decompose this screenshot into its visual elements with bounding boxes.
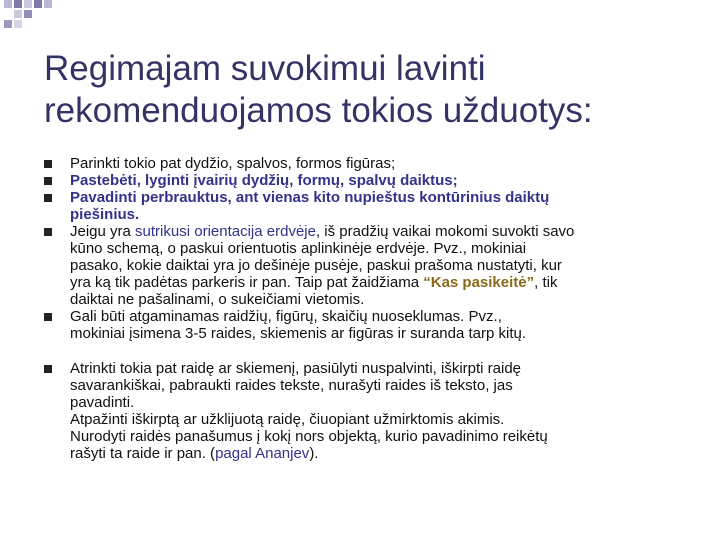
text-segment: pasako, kokie daiktai yra jo dešinėje pusėje, paskui prašoma nustatyti, kur [70, 257, 562, 274]
square-bullet-icon [44, 228, 52, 236]
highlighted-text: piešinius. [70, 206, 140, 223]
corner-square [14, 20, 22, 28]
highlighted-text: Pastebėti, lyginti įvairių dydžių, formų, spalvų daiktus; [70, 172, 458, 189]
bullet-item [42, 360, 702, 462]
bullet-text-line [70, 189, 702, 206]
bullet-text-line [70, 360, 702, 377]
bullet-item [42, 155, 702, 172]
bullet-text-line [70, 394, 702, 411]
text-segment: Atrinkti tokia pat raidę ar skiemenį, pasiūlyti nuspalvinti, iškirpti raidę [70, 360, 522, 377]
corner-decoration [0, 0, 60, 30]
bullet-list [42, 155, 702, 462]
bullet-item [42, 308, 702, 342]
highlighted-text: pagal Ananjev [215, 445, 310, 462]
corner-square [24, 10, 32, 18]
corner-square [44, 0, 52, 8]
square-bullet-icon [44, 365, 52, 373]
highlighted-text: “Kas pasikeitė” [423, 274, 535, 291]
slide-title [44, 48, 694, 132]
bullet-text-line [70, 445, 702, 462]
text-segment: Parinkti tokio pat dydžio, spalvos, formos figūras; [70, 155, 396, 172]
bullet-text-line [70, 428, 702, 445]
corner-square [14, 0, 22, 8]
bullet-text-line [70, 411, 702, 428]
slide-title-line: rekomenduojamos tokios užduotys: [44, 91, 593, 130]
text-segment: Nurodyti raidės panašumus į kokį nors objektą, kurio pavadinimo reikėtų [70, 428, 548, 445]
bullet-text-line [70, 172, 702, 189]
text-segment: Atpažinti iškirptą ar užklijuotą raidę, čiuopiant užmirktomis akimis. [70, 411, 505, 428]
text-segment: savarankiškai, pabraukti raides tekste, nurašyti raides iš teksto, jas [70, 377, 513, 394]
text-segment: Gali būti atgaminamas raidžių, figūrų, skaičių nuoseklumas. Pvz., [70, 308, 502, 325]
bullet-text-line [70, 257, 702, 274]
square-bullet-icon [44, 194, 52, 202]
bullet-text-line [70, 377, 702, 394]
bullet-text-line [70, 274, 702, 291]
text-segment: yra ką tik padėtas parkeris ir pan. Taip pat žaidžiama [70, 274, 424, 291]
bullet-text-line [70, 206, 702, 223]
highlighted-text: Pavadinti perbrauktus, ant vienas kito nupieštus kontūrinius daiktų [70, 189, 550, 206]
bullet-item [42, 223, 702, 308]
spacer [42, 342, 702, 360]
text-segment: ). [309, 445, 319, 462]
text-segment: pavadinti. [70, 394, 135, 411]
highlighted-text: sutrikusi orientacija erdvėje [135, 223, 316, 240]
bullet-item [42, 172, 702, 189]
text-segment: mokiniai įsimena 3-5 raides, skiemenis ar figūras ir suranda tarp kitų. [70, 325, 527, 342]
text-segment: kūno schemą, o paskui orientuotis aplinkinėje erdvėje. Pvz., mokiniai [70, 240, 527, 257]
square-bullet-icon [44, 160, 52, 168]
bullet-text-line [70, 291, 702, 308]
corner-square [24, 0, 32, 8]
bullet-text-line [70, 325, 702, 342]
corner-square [14, 10, 22, 18]
bullet-text-line [70, 240, 702, 257]
bullet-text-line [70, 223, 702, 240]
text-segment: Jeigu yra [70, 223, 136, 240]
bullet-item [42, 189, 702, 223]
text-segment: daiktai ne pašalinami, o sukeičiami vietomis. [70, 291, 365, 308]
bullet-text-line [70, 308, 702, 325]
text-segment: , tik [534, 274, 558, 291]
text-segment: rašyti ta raide ir pan. ( [70, 445, 216, 462]
text-segment: , iš pradžių vaikai mokomi suvokti savo [315, 223, 575, 240]
corner-square [4, 0, 12, 8]
corner-square [4, 20, 12, 28]
square-bullet-icon [44, 313, 52, 321]
slide-title-line: Regimajam suvokimui lavinti [44, 49, 486, 88]
corner-square [34, 0, 42, 8]
bullet-text-line [70, 155, 702, 172]
square-bullet-icon [44, 177, 52, 185]
